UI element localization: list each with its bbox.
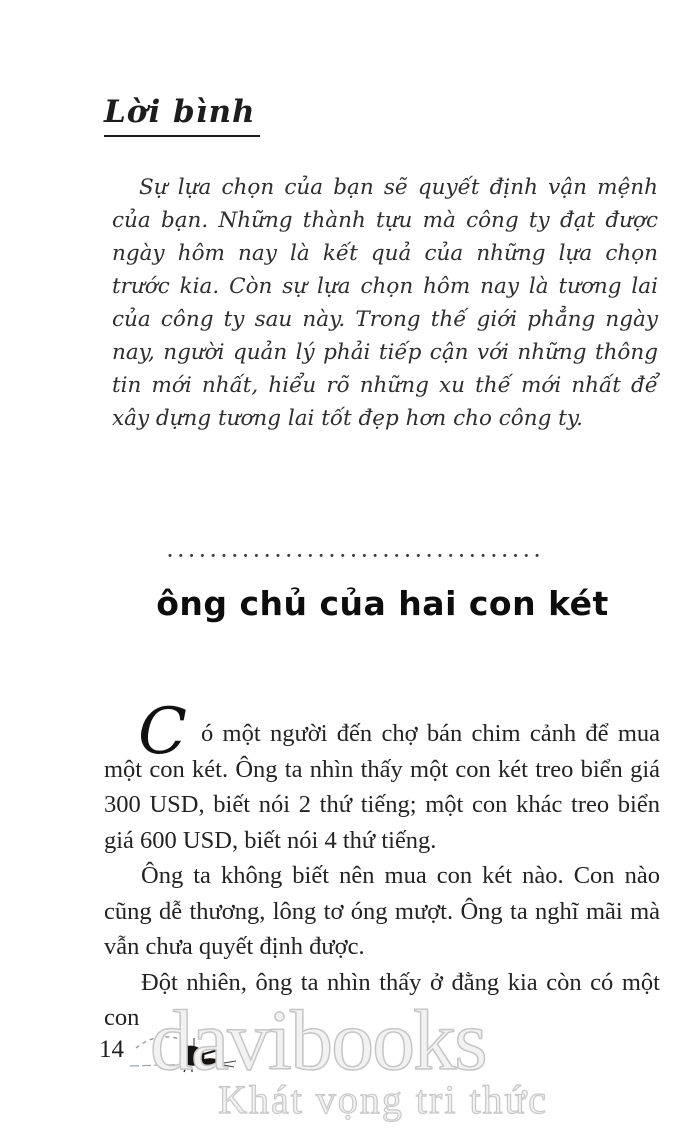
- page-number: 14: [99, 1036, 124, 1063]
- commentary-paragraph: Sự lựa chọn của bạn sẽ quyết định vận mệnh của bạn. Những thành tựu mà công ty đạt được ngày hôm nay là kết quả của những lựa chọn trước kia. Còn sự lựa chọn hôm nay là tương lai của công ty sau này. Trong thế giới phẳng ngày nay, người quản lý phải tiếp cận với những thông tin mới nhất, hiểu rõ những xu thế mới nhất để xây dựng tương lai tốt đẹp hơn cho công ty.: [112, 175, 658, 431]
- story-title: ông chủ của hai con két: [156, 584, 609, 623]
- dropcap-letter: C: [138, 695, 185, 769]
- story-body: [104, 695, 660, 1036]
- watermark-brand: davibooks: [150, 992, 486, 1088]
- story-paragraph-2: Ông ta không biết nên mua con két nào. Con nào cũng dễ thương, lông tơ óng mượt. Ông ta nghĩ mãi mà vẫn chưa quyết định được.: [104, 862, 660, 960]
- story-paragraph-1: ó một người đến chợ bán chim cảnh để mua một con két. Ông ta nhìn thấy một con két treo biển giá 300 USD, biết nói 2 thứ tiếng; một con khác treo biển giá 600 USD, biết nói 4 thứ tiếng.: [104, 720, 660, 854]
- story-paragraph-3: Đột nhiên, ông ta nhìn thấy ở đằng kia còn có một con: [104, 968, 660, 1031]
- watermark-slogan: Khát vọng tri thức: [218, 1077, 548, 1122]
- dotted-separator: [168, 553, 546, 558]
- commentary-header: Lời bình: [104, 94, 260, 137]
- bird-sketch-icon: [128, 1026, 288, 1086]
